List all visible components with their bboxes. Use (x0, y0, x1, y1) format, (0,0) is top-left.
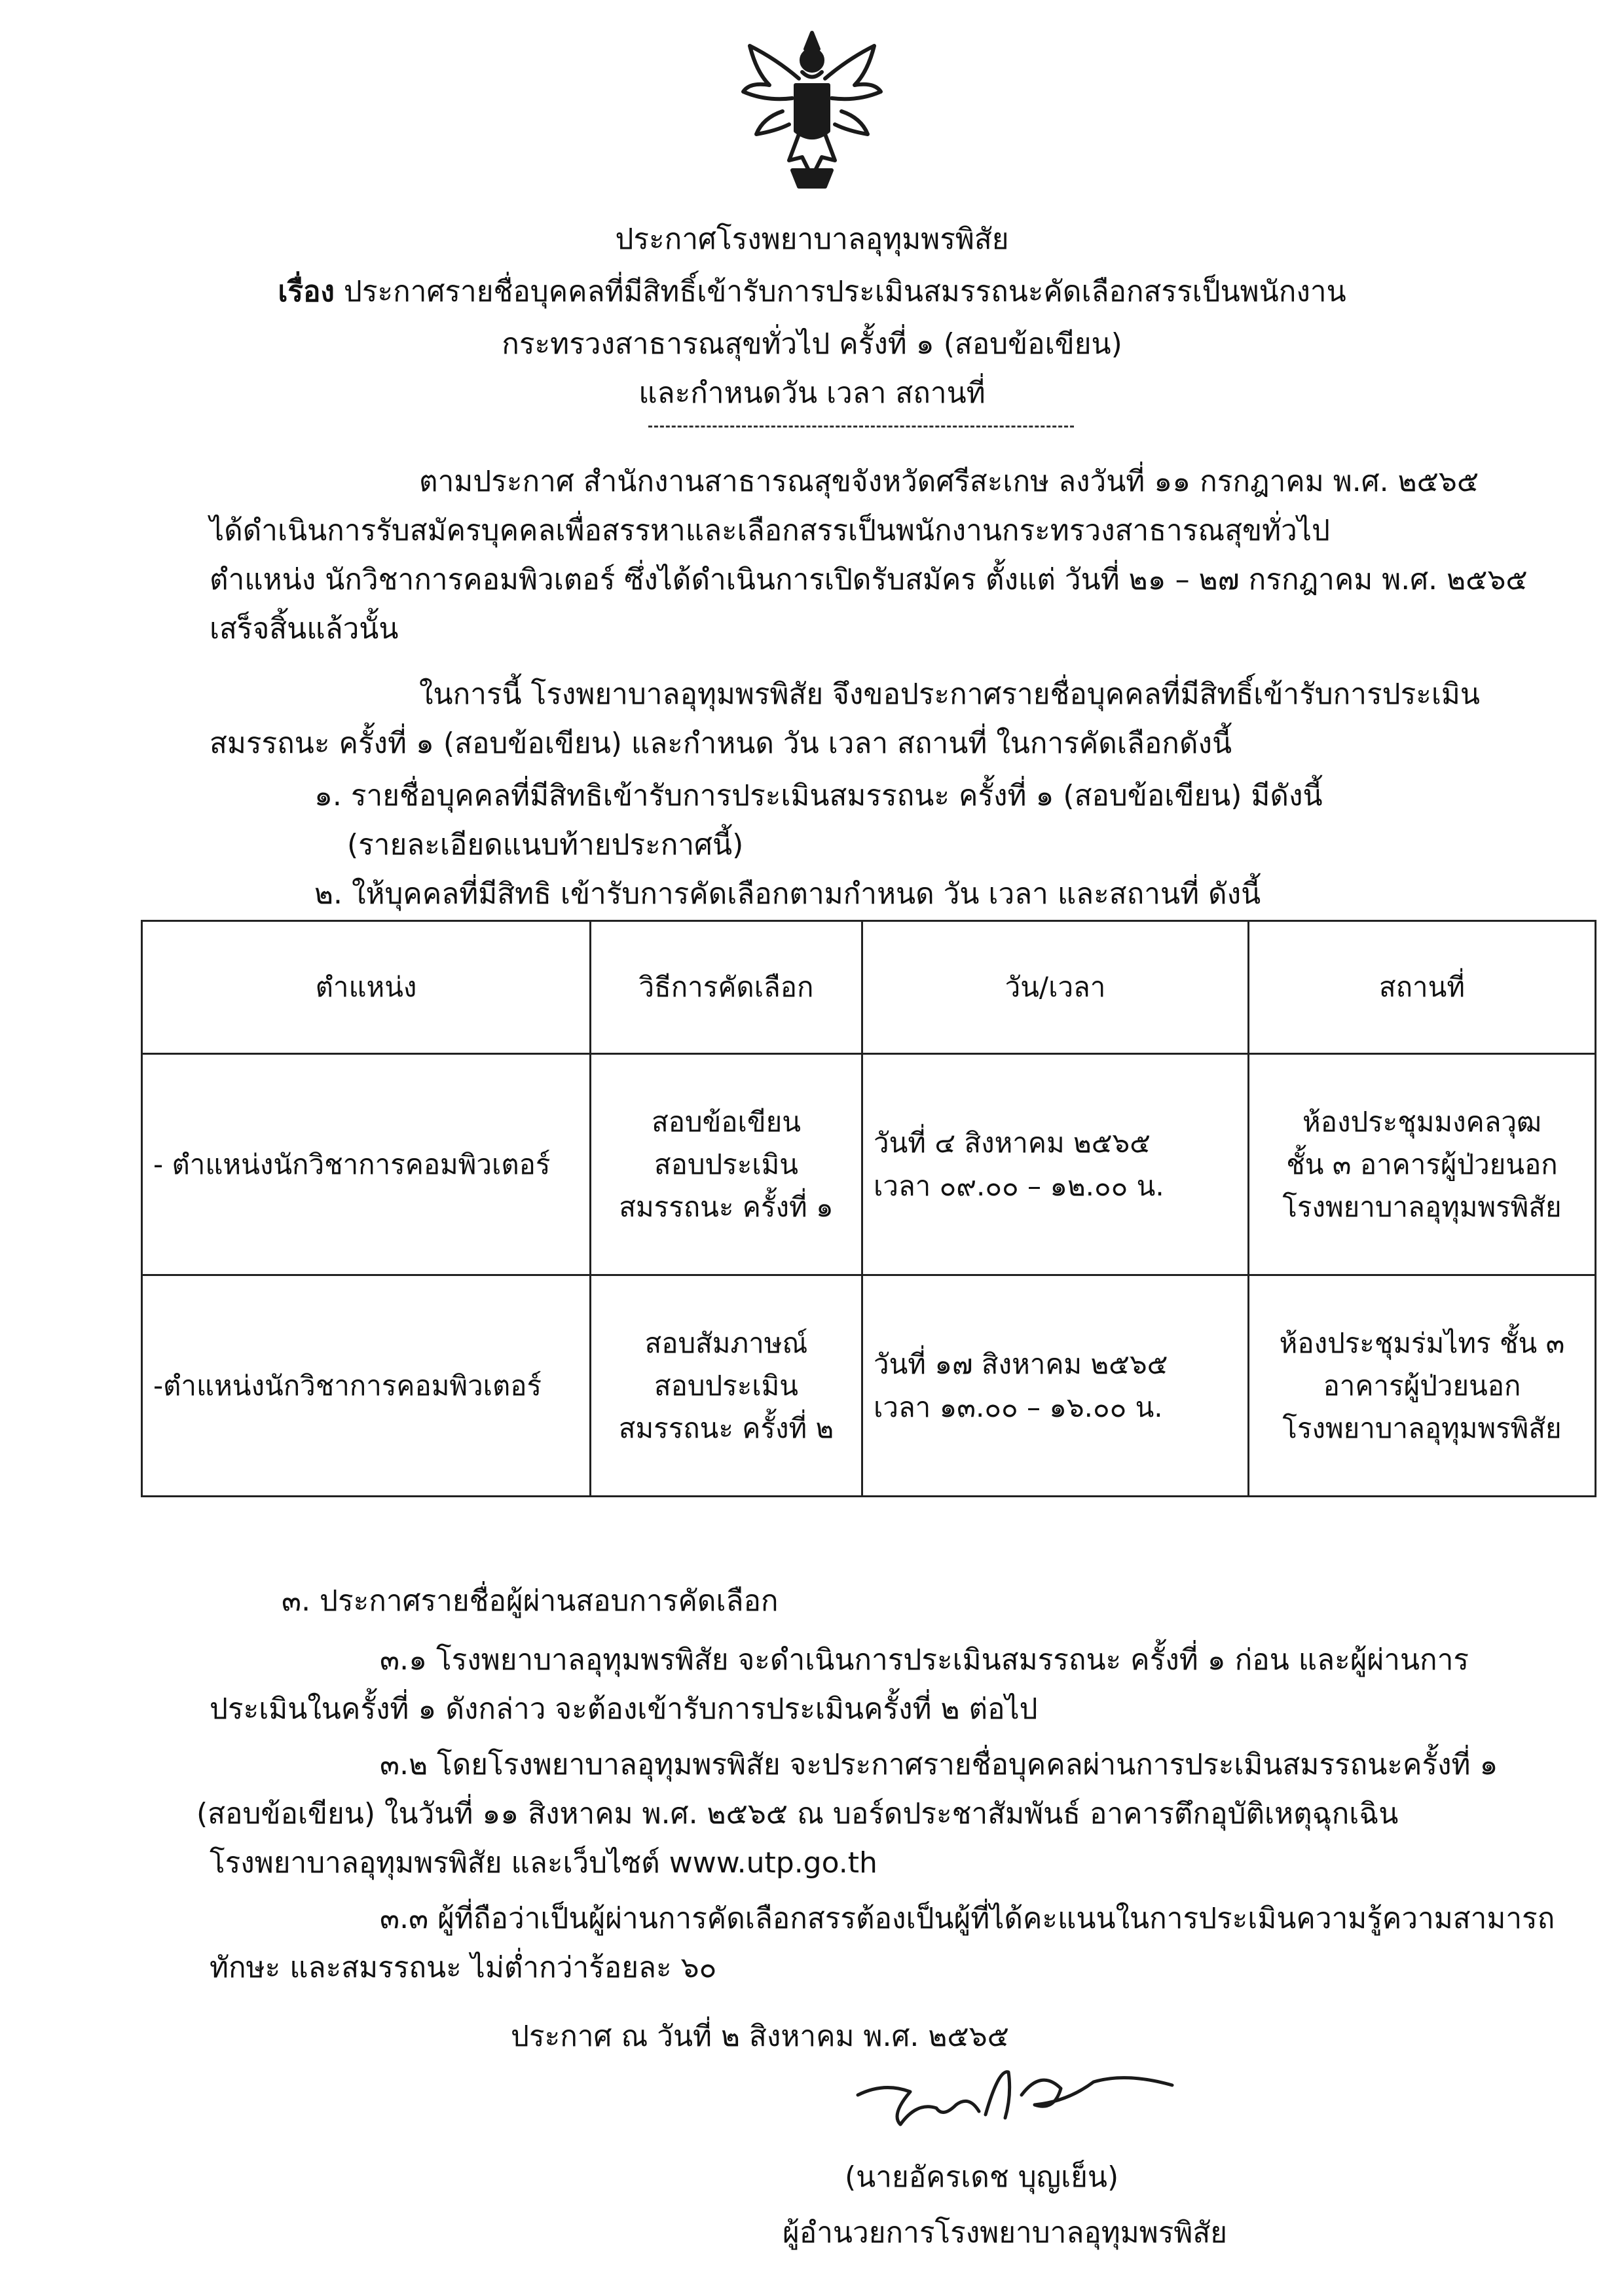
place-line: โรงพยาบาลอุทุมพรพิสัย (1282, 1191, 1562, 1224)
section3-3-line1: ๓.๓ ผู้ที่ถือว่าเป็นผู้ผ่านการคัดเลือกสรรต้องเป็นผู้ที่ได้คะแนนในการประเมินความรู้ความสามารถ (380, 1902, 1555, 1935)
place-line: ห้องประชุมร่มไทร ชั้น ๓ (1279, 1326, 1565, 1359)
schedule-table (141, 920, 1596, 1497)
item-1-note: (รายละเอียดแนบท้ายประกาศนี้) (347, 828, 744, 862)
position-text: - ตำแหน่งนักวิชาการคอมพิวเตอร์ (153, 1148, 551, 1180)
place-line: โรงพยาบาลอุทุมพรพิสัย (1282, 1412, 1562, 1445)
time-line: เวลา ๐๙.๐๐ – ๑๒.๐๐ น. (874, 1169, 1164, 1202)
section3-2-line2: (สอบข้อเขียน) ในวันที่ ๑๑ สิงหาคม พ.ศ. ๒๕๖๕ ณ บอร์ดประชาสัมพันธ์ อาคารตึกอุบัติเหตุฉุกเฉิน (196, 1797, 1399, 1831)
place-line: ห้องประชุมมงคลวุฒ (1302, 1105, 1541, 1138)
cell-place (1249, 1054, 1596, 1275)
cell-position (142, 1054, 591, 1275)
subject-label: เรื่อง (278, 275, 335, 308)
subject-text: ประกาศรายชื่อบุคคลที่มีสิทธิ์เข้ารับการประเมินสมรรถนะคัดเลือกสรรเป็นพนักงาน (343, 275, 1346, 308)
signer-name: (นายอัครเดช บุญเย็น) (845, 2160, 1119, 2194)
table-header-row (142, 921, 1596, 1054)
header-place: สถานที่ (1249, 921, 1596, 1054)
garuda-emblem-icon (737, 20, 887, 196)
item-1: ๑. รายชื่อบุคคลที่มีสิทธิเข้ารับการประเมินสมรรถนะ ครั้งที่ ๑ (สอบข้อเขียน) มีดังนี้ (314, 779, 1323, 812)
subject-line-1 (0, 268, 1624, 314)
subject-line-2: กระทรวงสาธารณสุขทั่วไป ครั้งที่ ๑ (สอบข้อเขียน) (502, 327, 1122, 361)
body-p1-line3: ตำแหน่ง นักวิชาการคอมพิวเตอร์ ซึ่งได้ดำเนินการเปิดรับสมัคร ตั้งแต่ วันที่ ๒๑ – ๒๗ กรกฎาคม พ.ศ. ๒๕๖๕ (210, 563, 1528, 596)
cell-datetime (862, 1054, 1249, 1275)
section3-3-line2: ทักษะ และสมรรถนะ ไม่ต่ำกว่าร้อยละ ๖๐ (210, 1951, 717, 1984)
body-p1-line4: เสร็จสิ้นแล้วนั้น (210, 612, 399, 646)
subject-line-3: และกำหนดวัน เวลา สถานที่ (638, 376, 986, 410)
header-position: ตำแหน่ง (142, 921, 591, 1054)
method-line: สอบสัมภาษณ์ (644, 1326, 808, 1359)
section3-1-line2: ประเมินในครั้งที่ ๑ ดังกล่าว จะต้องเข้ารับการประเมินครั้งที่ ๒ ต่อไป (210, 1692, 1038, 1726)
section3-title: ๓. ประกาศรายชื่อผู้ผ่านสอบการคัดเลือก (282, 1584, 779, 1618)
method-line: สมรรถนะ ครั้งที่ ๑ (619, 1191, 834, 1224)
cell-method (591, 1054, 862, 1275)
divider (648, 426, 1074, 428)
body-p2-line2: สมรรถนะ ครั้งที่ ๑ (สอบข้อเขียน) และกำหนด วัน เวลา สถานที่ ในการคัดเลือกดังนี้ (210, 727, 1232, 760)
issuer-title: ประกาศโรงพยาบาลอุทุมพรพิสัย (615, 223, 1009, 256)
body-p2-line1: ในการนี้ โรงพยาบาลอุทุมพรพิสัย จึงขอประกาศรายชื่อบุคคลที่มีสิทธิ์เข้ารับการประเมิน (419, 678, 1480, 711)
position-text: -ตำแหน่งนักวิชาการคอมพิวเตอร์ (153, 1369, 542, 1402)
section3-1-line1: ๓.๑ โรงพยาบาลอุทุมพรพิสัย จะดำเนินการประเมินสมรรถนะ ครั้งที่ ๑ ก่อน และผู้ผ่านการ (380, 1643, 1469, 1677)
method-line: สมรรถนะ ครั้งที่ ๒ (618, 1412, 834, 1445)
method-line: สอบประเมิน (654, 1369, 799, 1402)
table-row (142, 1275, 1596, 1497)
time-line: เวลา ๑๓.๐๐ – ๑๖.๐๐ น. (874, 1391, 1163, 1423)
cell-place (1249, 1275, 1596, 1497)
signature-icon (845, 2056, 1185, 2141)
cell-method (591, 1275, 862, 1497)
place-line: ชั้น ๓ อาคารผู้ป่วยนอก (1286, 1148, 1558, 1180)
body-p1-line2: ได้ดำเนินการรับสมัครบุคคลเพื่อสรรหาและเลือกสรรเป็นพนักงานกระทรวงสาธารณสุขทั่วไป (210, 514, 1330, 547)
cell-datetime (862, 1275, 1249, 1497)
item-2: ๒. ให้บุคคลที่มีสิทธิ เข้ารับการคัดเลือกตามกำหนด วัน เวลา และสถานที่ ดังนี้ (314, 877, 1261, 911)
place-line: อาคารผู้ป่วยนอก (1323, 1369, 1521, 1402)
method-line: สอบข้อเขียน (652, 1105, 801, 1138)
cell-position (142, 1275, 591, 1497)
date-line: วันที่ ๑๗ สิงหาคม ๒๕๖๕ (874, 1348, 1168, 1381)
table-row (142, 1054, 1596, 1275)
header-datetime: วัน/เวลา (862, 921, 1249, 1054)
section3-2-line3: โรงพยาบาลอุทุมพรพิสัย และเว็บไซต์ www.utp.go.th (210, 1846, 877, 1880)
announce-date: ประกาศ ณ วันที่ ๒ สิงหาคม พ.ศ. ๒๕๖๕ (511, 2020, 1009, 2053)
method-line: สอบประเมิน (654, 1148, 799, 1180)
signer-title: ผู้อำนวยการโรงพยาบาลอุทุมพรพิสัย (783, 2216, 1228, 2250)
date-line: วันที่ ๔ สิงหาคม ๒๕๖๕ (874, 1127, 1151, 1159)
section3-2-line1: ๓.๒ โดยโรงพยาบาลอุทุมพรพิสัย จะประกาศรายชื่อบุคคลผ่านการประเมินสมรรถนะครั้งที่ ๑ (380, 1748, 1498, 1781)
header-method: วิธีการคัดเลือก (591, 921, 862, 1054)
body-p1-line1: ตามประกาศ สำนักงานสาธารณสุขจังหวัดศรีสะเกษ ลงวันที่ ๑๑ กรกฎาคม พ.ศ. ๒๕๖๕ (419, 465, 1479, 498)
